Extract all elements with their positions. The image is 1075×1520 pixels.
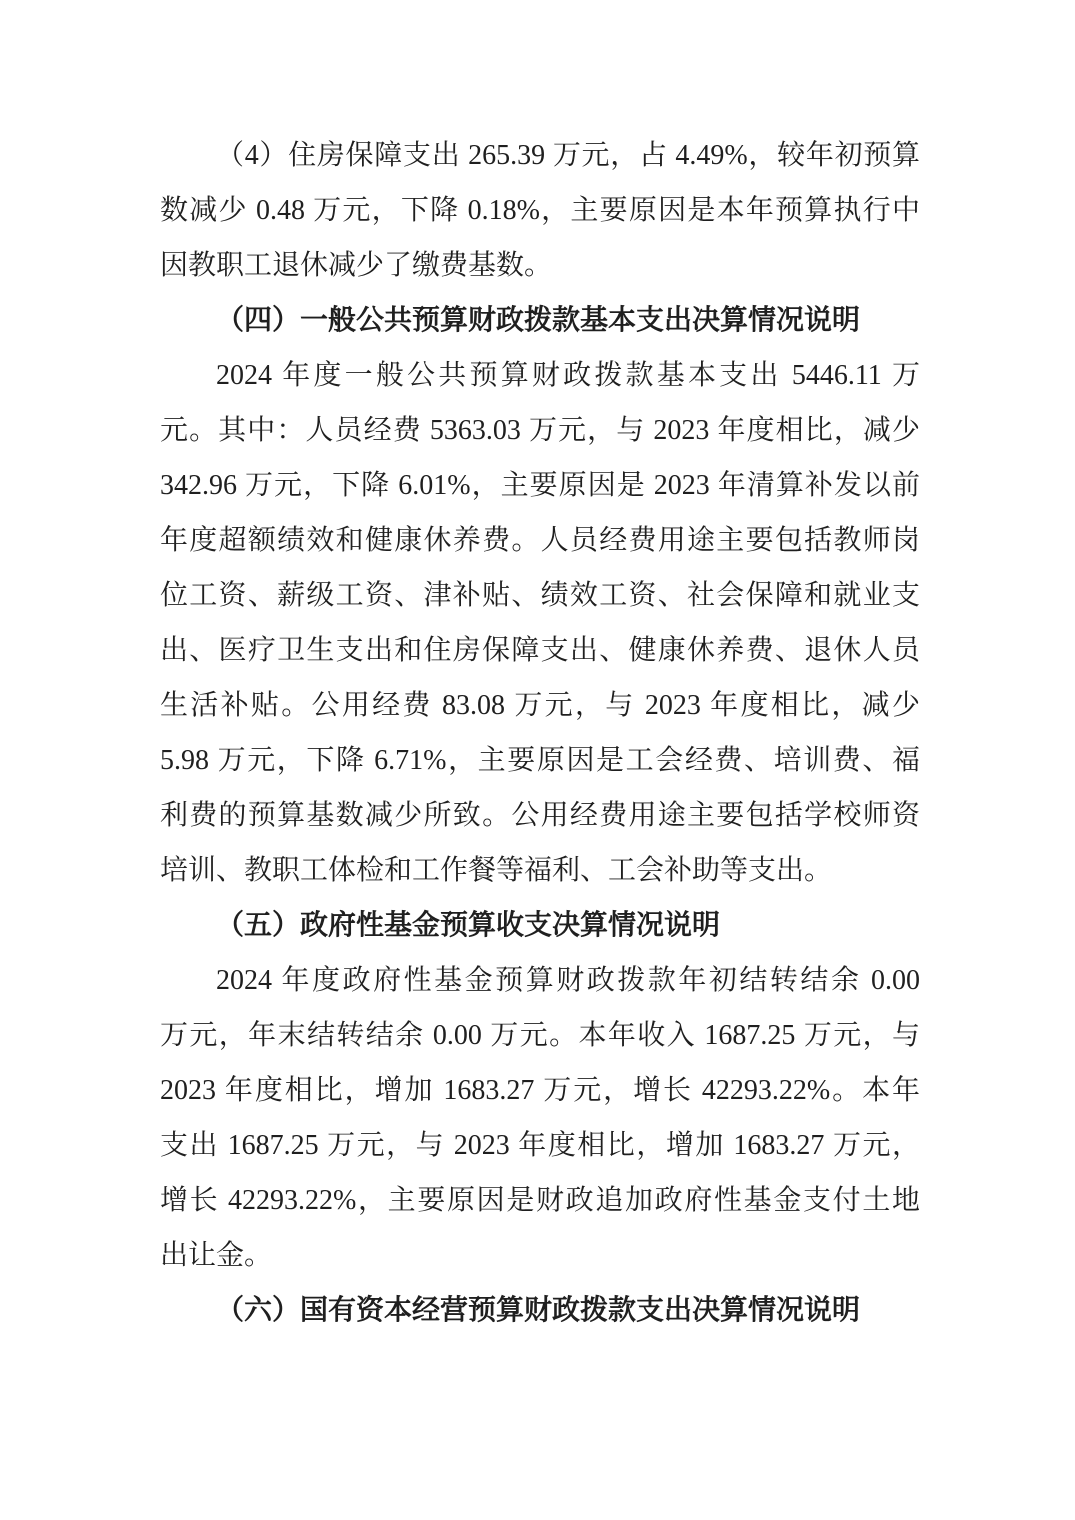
text-line: 培训、教职工体检和工作餐等福利、工会补助等支出。 xyxy=(160,855,833,886)
text-line: 增长 42293.22%，主要原因是财政追加政府性基金支付土地 xyxy=(160,1185,920,1216)
text-line: 生活补贴。公用经费 83.08 万元，与 2023 年度相比，减少 xyxy=(160,690,920,721)
text-line: 位工资、薪级工资、津补贴、绩效工资、社会保障和就业支 xyxy=(160,580,920,611)
text-line: 利费的预算基数减少所致。公用经费用途主要包括学校师资 xyxy=(160,800,920,831)
text-line: 2023 年度相比，增加 1683.27 万元，增长 42293.22%。本年 xyxy=(160,1075,920,1106)
text-line: 出、医疗卫生支出和住房保障支出、健康休养费、退休人员 xyxy=(160,635,920,666)
text-line: 出让金。 xyxy=(160,1240,273,1271)
text-line: 数减少 0.48 万元，下降 0.18%，主要原因是本年预算执行中 xyxy=(160,195,920,226)
section-heading: （四）一般公共预算财政拨款基本支出决算情况说明 xyxy=(216,305,861,336)
text-line: 2024 年度政府性基金预算财政拨款年初结转结余 0.00 xyxy=(216,965,920,996)
document-body xyxy=(160,128,920,1338)
text-line: 2024 年度一般公共预算财政拨款基本支出 5446.11 万 xyxy=(216,360,920,391)
text-line: 年度超额绩效和健康休养费。人员经费用途主要包括教师岗 xyxy=(160,525,920,556)
text-line: 元。其中：人员经费 5363.03 万元，与 2023 年度相比，减少 xyxy=(160,415,920,446)
text-line: 万元，年末结转结余 0.00 万元。本年收入 1687.25 万元，与 xyxy=(160,1020,920,1051)
text-line: 因教职工退休减少了缴费基数。 xyxy=(160,250,553,281)
section-heading: （五）政府性基金预算收支决算情况说明 xyxy=(216,910,721,941)
text-line: 342.96 万元，下降 6.01%，主要原因是 2023 年清算补发以前 xyxy=(160,470,920,501)
text-line: 5.98 万元，下降 6.71%，主要原因是工会经费、培训费、福 xyxy=(160,745,920,776)
text-line: （4）住房保障支出 265.39 万元，占 4.49%，较年初预算 xyxy=(216,140,920,171)
text-line: 支出 1687.25 万元，与 2023 年度相比，增加 1683.27 万元， xyxy=(160,1130,920,1161)
section-heading: （六）国有资本经营预算财政拨款支出决算情况说明 xyxy=(216,1295,861,1326)
